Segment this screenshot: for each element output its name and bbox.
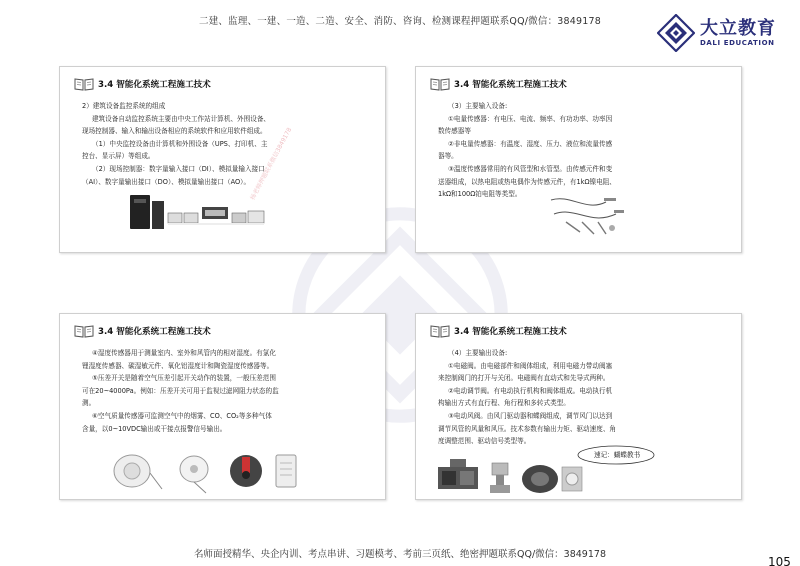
text-line: （1）中央监控设备由计算机和外围设备（UPS、打印机、主	[92, 139, 268, 148]
book-icon	[74, 77, 94, 91]
mnemonic-note: 速记：蝴蝶教书	[594, 451, 641, 459]
text-line: ②非电量传感器：有温度、湿度、压力、液位和流量传感	[448, 139, 613, 148]
text-line: 锂湿度传感器、碳湿敏元件、氧化铝湿度计和陶瓷湿度传感器等。	[82, 361, 274, 370]
text-line: ②电动调节阀。有电动执行机构和阀体组成。电动执行机	[448, 386, 613, 395]
slide-4-body	[438, 347, 733, 448]
text-line: 来控制阀门的打开与关闭。电磁阀有直动式和先导式两种。	[438, 374, 610, 383]
slide-3-body	[82, 347, 377, 435]
slide-4	[415, 313, 742, 500]
text-line: （4）主要输出设备:	[448, 349, 508, 357]
header-promo: 二建、监理、一建、一造、二造、安全、消防、咨询、检测课程押题联系QQ/微信：3849178	[199, 16, 601, 27]
text-line: 可在20~4000Pa。例如：压差开关可用于监视过滤网阻力状态的监	[82, 386, 279, 395]
dali-logo-icon	[657, 14, 695, 52]
text-line: ⑥空气质量传感器可监测空气中的烟雾、CO、CO₂等多种气体	[92, 411, 272, 420]
text-line: （2）现场控制器：数字量输入接口（DI）、模拟量输入接口	[92, 164, 265, 173]
slide-2-title: 3.4 智能化系统工程施工技术	[430, 77, 567, 91]
text-line: ③电动风阀。由风门驱动器和蝶阀组成，调节风门以达到	[448, 411, 613, 420]
text-line: 现场控制器、输入和输出设备相应的系统软件和应用软件组成。	[82, 127, 267, 136]
temperature-sensor-image	[546, 192, 626, 237]
text-line: 建筑设备自动监控系统主要由中央工作站计算机、外围设备、	[92, 114, 271, 123]
text-line: ①电磁阀。由电磁部件和阀体组成，利用电磁力带动阀塞	[448, 361, 613, 370]
slide-3-title: 3.4 智能化系统工程施工技术	[74, 324, 211, 338]
text-line: （AI）、数字量输出接口（DO）、模拟量输出接口（AO）。	[82, 177, 251, 186]
logo-english-name: DALI EDUCATION	[700, 39, 775, 47]
text-line: 1kΩ和100Ω铂电阻等类型。	[438, 190, 522, 199]
footer-promo: 名师面授精华、央企内训、考点串讲、习题模考、考前三页纸、绝密押题联系QQ/微信：3849178	[194, 549, 606, 560]
book-icon	[430, 77, 450, 91]
text-line: 数传感器等	[438, 127, 471, 136]
text-line: 调节风管的风量和风压。技术参数有输出力矩、驱动速度、角	[438, 424, 617, 433]
slide-2-body	[438, 100, 733, 201]
text-line: 含量，以0~10VDC输出或干接点报警信号输出。	[82, 424, 227, 433]
book-icon	[74, 324, 94, 338]
slide-3	[59, 313, 386, 500]
slide-2	[415, 66, 742, 253]
text-line: ④湿度传感器用于测量室内、室外和风管内的相对湿度。有氯化	[92, 349, 276, 357]
text-line: 度调整范围、驱动信号类型等。	[438, 437, 531, 446]
stamp-text: 杨老师押题联系微信3849178	[249, 126, 294, 202]
slide-1	[59, 66, 386, 253]
text-line: 控台、显示屏）等组成。	[82, 152, 155, 161]
text-line: ①电量传感器：有电压、电流、频率、有功功率、功率因	[448, 114, 613, 123]
text-line: 送器组成，以热电阻或热电偶作为传感元件，有1kΩ镍电阻、	[438, 177, 616, 186]
page-number: 105	[768, 555, 791, 566]
logo-chinese-name: 大立教育	[700, 18, 776, 39]
book-icon	[430, 324, 450, 338]
text-line: 测。	[82, 399, 96, 408]
text-line: 构输出方式有直行程、角行程和多转式类型。	[438, 399, 570, 408]
text-line: 2）建筑设备监控系统的组成	[82, 102, 166, 110]
slide-1-title: 3.4 智能化系统工程施工技术	[74, 77, 211, 91]
text-line: 器等。	[438, 152, 458, 161]
text-line: ③温度传感器常用的有风管型和水管型。由传感元件和变	[448, 164, 613, 173]
valve-devices-image	[436, 457, 586, 497]
sensor-devices-image	[110, 449, 310, 495]
slide-1-body	[82, 100, 377, 188]
slide-4-title: 3.4 智能化系统工程施工技术	[430, 324, 567, 338]
text-line: ⑤压差开关是随着空气压差引起开关动作的装置，一般压差范围	[92, 374, 276, 383]
dali-logo	[657, 14, 776, 52]
text-line: （3）主要输入设备:	[448, 102, 508, 110]
